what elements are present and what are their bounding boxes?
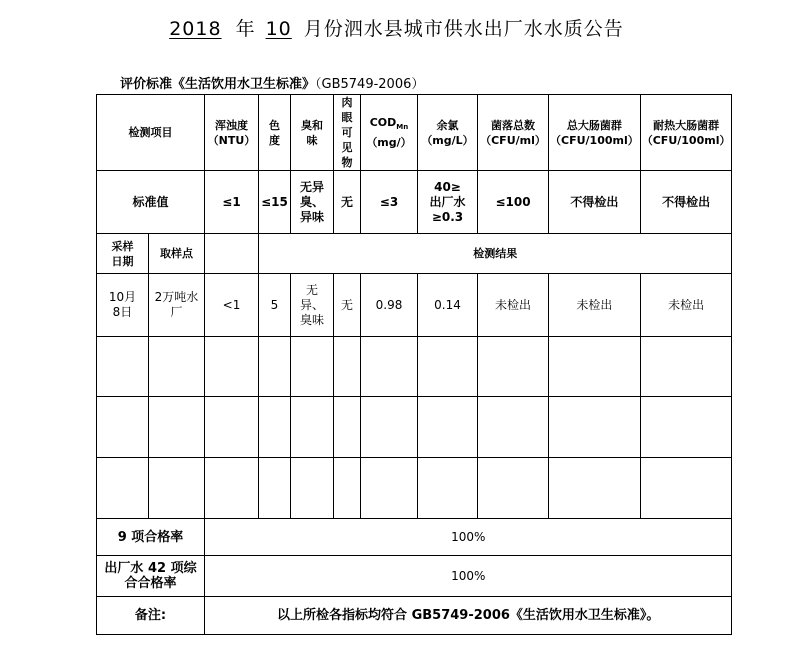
standard-bacteria: ≤100: [478, 171, 549, 234]
title-text: 月份泗水县城市供水出厂水水质公告: [303, 18, 624, 40]
remark-label: 备注:: [97, 597, 205, 635]
pass-rate-9-value: 100%: [205, 519, 732, 556]
pass-rate-42-label: 出厂水 42 项综 合合格率: [97, 556, 205, 597]
standard-label: 评价标准《生活饮用水卫生标准》: [120, 77, 316, 92]
evaluation-standard: [120, 73, 424, 92]
header-coliform: 总大肠菌群 （CFU/100ml）: [549, 95, 641, 171]
standard-cod: ≤3: [361, 171, 418, 234]
sample-point-header: 取样点: [149, 234, 205, 274]
sample-bacteria: 未检出: [478, 274, 549, 337]
pass-rate-42-row: [97, 556, 732, 597]
title-year: 2018: [169, 18, 222, 40]
header-visible: 肉 眼 可 见 物: [334, 95, 361, 171]
standard-coliform: 不得检出: [549, 171, 641, 234]
sample-chlorine: 0.14: [418, 274, 478, 337]
empty-cell: [205, 234, 259, 274]
blank-row: [97, 397, 732, 458]
sample-color: 5: [259, 274, 291, 337]
header-chlorine: 余氯 （mg/L）: [418, 95, 478, 171]
remark-row: [97, 597, 732, 635]
sample-cod: 0.98: [361, 274, 418, 337]
remark-text: 以上所检各指标均符合 GB5749-2006《生活饮用水卫生标准》。: [205, 597, 732, 635]
header-color: 色 度: [259, 95, 291, 171]
sample-thermo-coliform: 未检出: [640, 274, 732, 337]
title-month: 10: [265, 18, 292, 40]
standard-visible: 无: [334, 171, 361, 234]
header-bacteria: 菌落总数 （CFU/ml）: [478, 95, 549, 171]
standard-value-row: [97, 171, 732, 234]
sample-row: [97, 274, 732, 337]
sample-coliform: 未检出: [549, 274, 641, 337]
result-header: 检测结果: [259, 234, 732, 274]
sample-date-header: 采样 日期: [97, 234, 149, 274]
page-title: [0, 14, 793, 41]
water-quality-table: [96, 94, 732, 635]
pass-rate-9-label: 9 项合格率: [97, 519, 205, 556]
title-year-suffix: 年: [235, 18, 256, 40]
standard-chlorine: 40≥ 出厂水 ≥0.3: [418, 171, 478, 234]
header-odor: 臭和 味: [291, 95, 334, 171]
sample-odor: 无 异、 臭味: [291, 274, 334, 337]
standard-color: ≤15: [259, 171, 291, 234]
standard-odor: 无异 臭、 异味: [291, 171, 334, 234]
pass-rate-42-value: 100%: [205, 556, 732, 597]
pass-rate-9-row: [97, 519, 732, 556]
table-header-row: [97, 95, 732, 171]
blank-row: [97, 458, 732, 519]
standard-code: （GB5749-2006）: [315, 77, 425, 92]
header-cod: $COD_{Mn}$ （mg/）: [361, 95, 418, 171]
sample-date: 10月 8日: [97, 274, 149, 337]
sample-header-row: [97, 234, 732, 274]
sample-point: 2万吨水 厂: [149, 274, 205, 337]
header-turbidity: 浑浊度 （NTU）: [205, 95, 259, 171]
header-thermo-coliform: 耐热大肠菌群 （CFU/100ml）: [640, 95, 732, 171]
sample-visible: 无: [334, 274, 361, 337]
standard-value-label: 标准值: [97, 171, 205, 234]
blank-row: [97, 337, 732, 397]
header-item: 检测项目: [97, 95, 205, 171]
standard-turbidity: ≤1: [205, 171, 259, 234]
sample-turbidity: <1: [205, 274, 259, 337]
standard-thermo-coliform: 不得检出: [640, 171, 732, 234]
